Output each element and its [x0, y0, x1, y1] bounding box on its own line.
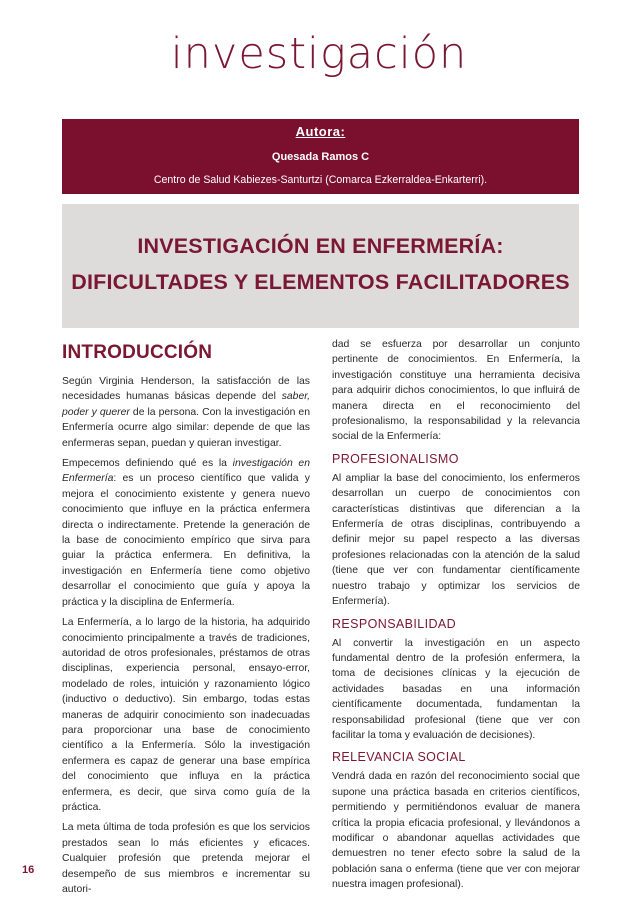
paragraph: dad se esfuerza por desarrollar un conjunto pertinente de conocimientos. En Enfermería, la investigación constituye una herramienta decisiva para adquirir dichos conocimientos, lo que influirá de manera directa en el reconocimiento del profesionalismo, la responsabilidad y la relevancia social de la Enfermería: — [332, 339, 580, 443]
text: : es un proceso científico que valida y mejora el conocimiento existente y genera nuevo conocimiento que influye en la práctica enfermera directa o indirectamente. Pretende la generación de la base de conocimiento empírico que sirva para guiar la práctica enfermera. En definitiva, la investigación en Enfermería tiene como objetivo desarrollar el conocimiento que guía y apoya la práctica y la disciplina de Enfermería. — [62, 473, 310, 608]
paragraph: Al convertir la investigación en un aspecto fundamental dentro de la profesión enfermera, la toma de decisiones clínicas y la ejecución de actividades basadas en una información científicamente documentada, fundamentan la responsabilidad profesional (tiene que ver con facilitar la toma y evaluación de decisiones). — [332, 637, 580, 741]
text: Según Virginia Henderson, la satisfacción de las necesidades humanas básicas depende del — [62, 376, 310, 403]
introduction-heading: INTRODUCCIÓN — [62, 342, 213, 363]
author-label: Autora: — [295, 124, 346, 139]
paragraph: Al ampliar la base del conocimiento, los enfermeros desarrollan un cuerpo de conocimientos con características distintivas que diferencian a la Enfermería de otras disciplinas, contribuyendo a definir mejor su papel respecto a las diversas profesiones relacionadas con la atención de la salud (tiene que ver con fundamentar científicamente nuestro trabajo y optimizar los servicios de Enfermería). — [332, 472, 580, 608]
article-title-line-2: DIFICULTADES Y ELEMENTOS FACILITADORES — [71, 270, 570, 294]
right-column — [332, 337, 580, 898]
article-title-box — [62, 204, 579, 328]
page-number: 16 — [22, 864, 35, 876]
emphasis: investigación en Enfermería — [62, 458, 310, 485]
paragraph: La Enfermería, a lo largo de la historia, ha adquirido conocimiento principalmente a través de tradiciones, autoridad de otros profesionales, préstamos de otras disciplinas, experiencia personal, ensayo-error, modelado de roles, intuición y razonamiento lógico (inductivo o deductivo). Sin embargo, todas estas maneras de adquirir conocimiento son inadecuadas para proporcionar una base de conocimiento científico a la Enfermería. Sólo la investigación enfermera es capaz de generar una base empírica del conocimiento que influya en la práctica enfermera, es decir, que sirva como guía de la práctica. — [62, 617, 310, 813]
paragraph — [62, 374, 310, 451]
text: de la persona. Con la investigación en Enfermería ocurre algo similar: depende de que las enfermeras sepan, puedan y quieran investigar. — [62, 406, 310, 449]
emphasis: saber, poder y querer — [62, 391, 310, 418]
author-band — [62, 119, 579, 194]
left-column — [62, 340, 310, 902]
paragraph — [62, 456, 310, 610]
responsibility-heading: RESPONSABILIDAD — [332, 616, 457, 631]
paragraph: Vendrá dada en razón del reconocimiento social que supone una práctica basada en criterios científicos, permitiendo y permitiéndonos evaluar de manera crítica la propia eficacia profesional, y llevándonos a modificar o abandonar aquellas actividades que demuestren no tener efecto sobre la salud de la población sana o enferma (tiene que ver con mejorar nuestra imagen profesional). — [332, 771, 580, 891]
text: Empecemos definiendo qué es la — [62, 458, 233, 470]
author-name: Quesada Ramos C — [271, 151, 370, 163]
social-relevance-heading: RELEVANCIA SOCIAL — [332, 750, 466, 765]
professionalism-heading: PROFESIONALISMO — [332, 451, 459, 466]
section-title: investigación — [170, 29, 468, 79]
paragraph: La meta última de toda profesión es que los servicios prestados sean lo más eficientes y eficaces. Cualquier profesión que pretenda mejorar el desempeño de sus miembros e incrementar su autori- — [62, 822, 310, 895]
article-title-line-1: INVESTIGACIÓN EN ENFERMERÍA: — [137, 234, 504, 258]
author-affiliation: Centro de Salud Kabiezes-Santurtzi (Comarca Ezkerraldea-Enkarterri). — [153, 174, 488, 186]
